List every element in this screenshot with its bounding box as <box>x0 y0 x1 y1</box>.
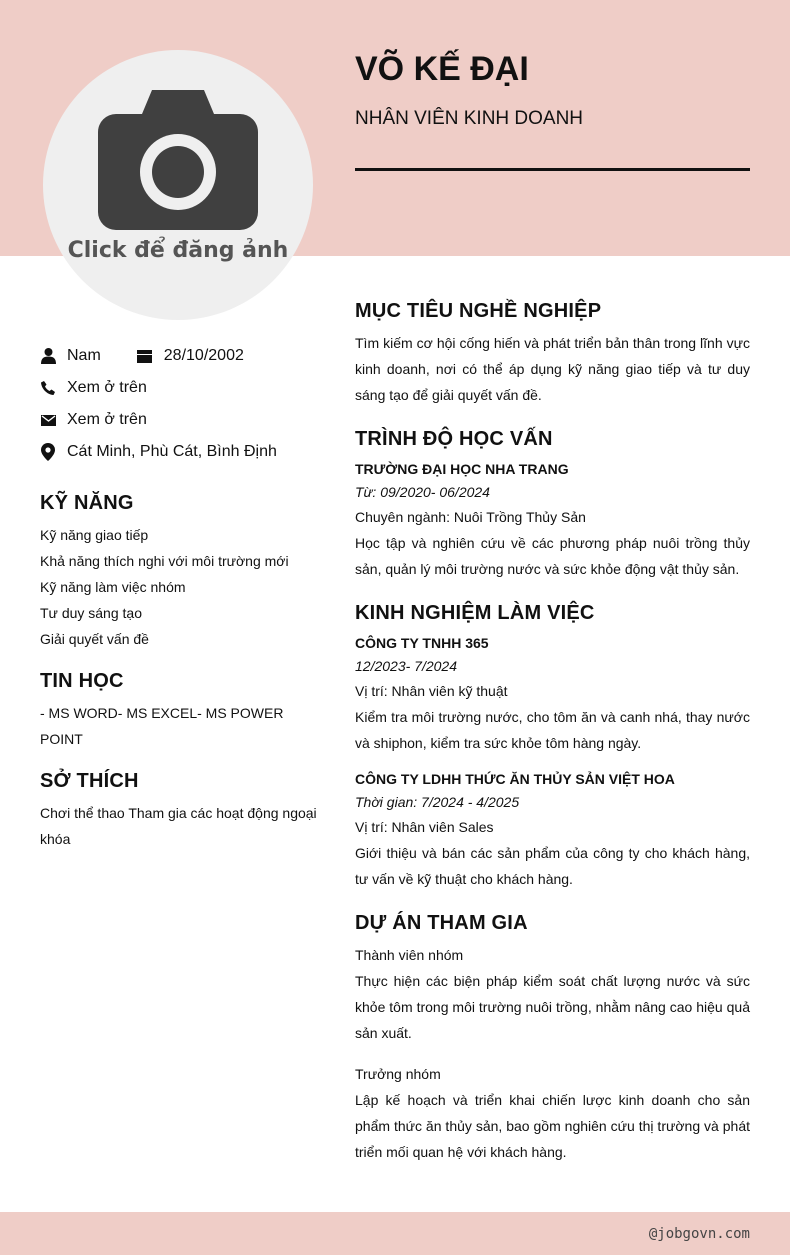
objective-text: Tìm kiếm cơ hội cống hiến và phát triển bản thân trong lĩnh vực kinh doanh, nơi có thể áp dụng kỹ năng giao tiếp và tư duy sáng tạo để giải quyết vấn đề. <box>355 335 750 403</box>
education-period: Từ: 09/2020- 06/2024 <box>355 484 490 500</box>
project-role: Thành viên nhóm <box>355 947 464 963</box>
project-entry <box>355 942 750 1046</box>
objective-title: MỤC TIÊU NGHỀ NGHIỆP <box>355 300 602 322</box>
candidate-name: VÕ KẾ ĐẠI <box>355 50 529 88</box>
gender-value: Nam <box>67 347 101 364</box>
project-description: Lập kế hoạch và triển khai chiến lược kinh doanh cho sản phẩm thức ăn thủy sản, bao gồm nghiên cứu thị trường và phát triển mối quan hệ với khách hàng. <box>355 1092 750 1160</box>
birthdate-item <box>137 347 244 365</box>
footer-band <box>0 1212 790 1255</box>
calendar-icon <box>137 348 153 364</box>
skill-item: Tư duy sáng tạo <box>40 605 142 621</box>
right-column <box>355 300 750 1165</box>
skill-item: Khả năng thích nghi với môi trường mới <box>40 553 289 569</box>
education-description: Học tập và nghiên cứu về các phương pháp nuôi trồng thủy sản, quản lý môi trường nước và sức khỏe động vật thủy sản. <box>355 535 750 577</box>
info-row-address <box>40 436 325 468</box>
phone-icon <box>40 380 56 396</box>
project-entry <box>355 1061 750 1165</box>
job-company: CÔNG TY LDHH THỨC ĂN THỦY SẢN VIỆT HOA <box>355 771 675 787</box>
skill-item: Kỹ năng làm việc nhóm <box>40 579 186 595</box>
education-major: Chuyên ngành: Nuôi Trồng Thủy Sản <box>355 509 586 525</box>
birthdate-value: 28/10/2002 <box>163 347 244 364</box>
skills-list <box>40 522 325 652</box>
photo-caption: Click để đăng ảnh <box>67 238 289 263</box>
left-column <box>40 340 325 852</box>
job-description: Giới thiệu và bán các sản phẩm của công ty cho khách hàng, tư vấn về kỹ thuật cho khách hàng. <box>355 845 750 887</box>
address-value: Cát Minh, Phù Cát, Bình Định <box>67 443 277 460</box>
experience-title: KINH NGHIỆM LÀM VIỆC <box>355 602 595 624</box>
skill-item: Giải quyết vấn đề <box>40 631 149 647</box>
location-pin-icon <box>40 444 56 460</box>
job-period: 12/2023- 7/2024 <box>355 658 457 674</box>
info-row-gender-birthdate <box>40 340 325 372</box>
projects-title: DỰ ÁN THAM GIA <box>355 912 528 934</box>
email-value: Xem ở trên <box>67 411 147 428</box>
skills-title: KỸ NĂNG <box>40 492 134 514</box>
photo-upload[interactable] <box>43 50 313 320</box>
job-entry <box>355 768 750 892</box>
computing-text: - MS WORD- MS EXCEL- MS POWER POINT <box>40 705 284 747</box>
job-entry <box>355 632 750 756</box>
skill-item: Kỹ năng giao tiếp <box>40 527 149 543</box>
education-title: TRÌNH ĐỘ HỌC VẤN <box>355 428 553 450</box>
project-role: Trưởng nhóm <box>355 1066 441 1082</box>
hobbies-text: Chơi thể thao Tham gia các hoạt động ngoại khóa <box>40 805 317 847</box>
job-title: NHÂN VIÊN KINH DOANH <box>355 108 584 129</box>
job-company: CÔNG TY TNHH 365 <box>355 635 489 651</box>
job-position: Vị trí: Nhân viên Sales <box>355 819 494 835</box>
envelope-icon <box>40 412 56 428</box>
project-description: Thực hiện các biện pháp kiểm soát chất lượng nước và sức khỏe tôm trong môi trường nuôi trồng, nhằm nâng cao hiệu quả sản xuất. <box>355 973 750 1041</box>
info-row-email <box>40 404 325 436</box>
hobbies-title: SỞ THÍCH <box>40 770 139 792</box>
camera-icon <box>98 90 258 230</box>
computing-title: TIN HỌC <box>40 670 124 692</box>
footer-credit: @jobgovn.com <box>648 1226 750 1242</box>
header-divider <box>355 168 750 171</box>
job-description: Kiểm tra môi trường nước, cho tôm ăn và canh nhá, thay nước và shiphon, kiểm tra sức khỏe tôm hàng ngày. <box>355 709 750 751</box>
gender-item <box>40 347 101 365</box>
person-icon <box>40 348 56 364</box>
job-period: Thời gian: 7/2024 - 4/2025 <box>355 794 520 810</box>
job-position: Vị trí: Nhân viên kỹ thuật <box>355 683 508 699</box>
school-name: TRƯỜNG ĐẠI HỌC NHA TRANG <box>355 461 569 477</box>
phone-value: Xem ở trên <box>67 379 147 396</box>
info-row-phone <box>40 372 325 404</box>
